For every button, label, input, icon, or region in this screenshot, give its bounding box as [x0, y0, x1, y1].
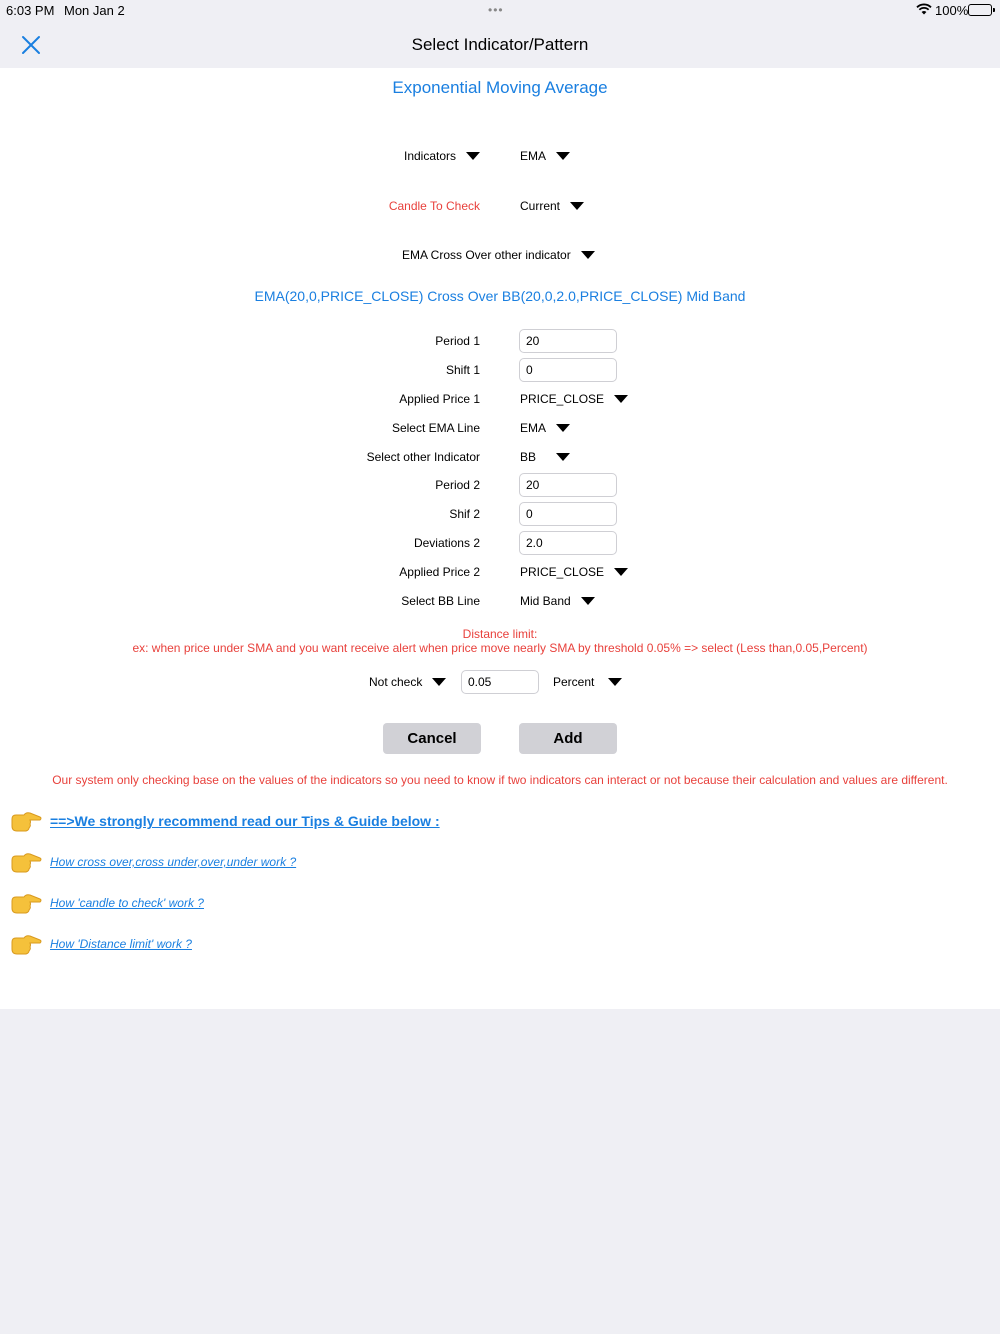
cross-mode-dropdown[interactable] [402, 248, 595, 262]
multitask-dots[interactable]: ••• [488, 3, 504, 17]
indicator-heading: Exponential Moving Average [392, 78, 608, 97]
pointing-hand-icon [10, 850, 42, 874]
chevron-down-icon [556, 152, 570, 160]
tips-guide-link[interactable]: ==>We strongly recommend read our Tips & Guide below : [50, 813, 440, 829]
indicators-dropdown[interactable] [404, 149, 480, 163]
chevron-down-icon [608, 678, 622, 686]
chevron-down-icon [556, 453, 570, 461]
tip-row-cross[interactable] [10, 850, 296, 874]
page-title: Select Indicator/Pattern [411, 35, 589, 54]
status-time: 6:03 PM [6, 3, 55, 18]
status-bar [0, 0, 1000, 22]
indicator-type-value: EMA [520, 149, 547, 163]
status-date: Mon Jan 2 [64, 3, 125, 18]
applied-price2-value: PRICE_CLOSE [520, 565, 605, 579]
tip-link-distance[interactable]: How 'Distance limit' work ? [50, 937, 192, 951]
distance-limit-example: ex: when price under SMA and you want receive alert when price move nearly SMA by threshold 0.05% => select (Less than,0.05,Percent) [132, 641, 868, 655]
distance-mode-value: Not check [369, 675, 423, 689]
battery-percent: 100% [935, 3, 969, 18]
ema-line-label: Select EMA Line [391, 421, 480, 435]
ema-line-dropdown[interactable] [520, 421, 570, 435]
ema-line-value: EMA [520, 421, 547, 435]
other-indicator-label: Select other Indicator [366, 450, 480, 464]
period1-label: Period 1 [435, 334, 480, 348]
applied-price2-dropdown[interactable] [520, 565, 628, 579]
chevron-down-icon [570, 202, 584, 210]
chevron-down-icon [432, 678, 446, 686]
deviations2-label: Deviations 2 [413, 536, 480, 550]
tips-main-row[interactable] [10, 809, 440, 833]
cross-mode-value: EMA Cross Over other indicator [402, 248, 571, 262]
disclaimer-text: Our system only checking base on the values of the indicators so you need to know if two indicators can interact or not because their calculation and values are different. [52, 773, 948, 787]
distance-mode-dropdown[interactable] [369, 675, 446, 689]
tip-link-cross[interactable]: How cross over,cross under,over,under work ? [50, 855, 297, 869]
other-indicator-value: BB [520, 450, 537, 464]
applied-price2-label: Applied Price 2 [399, 565, 480, 579]
indicators-label: Indicators [404, 149, 457, 163]
distance-threshold-input[interactable] [461, 670, 539, 694]
chevron-down-icon [466, 152, 480, 160]
applied-price1-value: PRICE_CLOSE [520, 392, 605, 406]
navigation-bar [0, 22, 1000, 68]
condition-summary: EMA(20,0,PRICE_CLOSE) Cross Over BB(20,0,2.0,PRICE_CLOSE) Mid Band [254, 288, 746, 304]
candle-to-check-label: Candle To Check [388, 199, 480, 213]
battery-icon [968, 4, 992, 16]
tip-row-distance[interactable] [10, 932, 192, 956]
candle-to-check-dropdown[interactable] [520, 199, 584, 213]
shift1-label: Shift 1 [445, 363, 480, 377]
shift2-label: Shif 2 [449, 507, 480, 521]
distance-limit-title: Distance limit: [462, 627, 538, 641]
deviations2-input[interactable] [519, 531, 617, 555]
applied-price1-dropdown[interactable] [520, 392, 628, 406]
pointing-hand-icon [10, 809, 42, 833]
chevron-down-icon [556, 424, 570, 432]
indicator-type-dropdown[interactable] [520, 149, 570, 163]
chevron-down-icon [614, 395, 628, 403]
candle-to-check-value: Current [520, 199, 561, 213]
period1-input[interactable] [519, 329, 617, 353]
add-button[interactable]: Add [519, 723, 617, 754]
shift2-input[interactable] [519, 502, 617, 526]
bb-line-value: Mid Band [520, 594, 571, 608]
bb-line-label: Select BB Line [401, 594, 480, 608]
chevron-down-icon [614, 568, 628, 576]
other-indicator-dropdown[interactable] [520, 450, 570, 464]
period2-label: Period 2 [435, 478, 480, 492]
period2-input[interactable] [519, 473, 617, 497]
pointing-hand-icon [10, 932, 42, 956]
bb-line-dropdown[interactable] [520, 594, 595, 608]
content-panel [0, 68, 1000, 1009]
tip-row-candle[interactable] [10, 891, 204, 915]
distance-unit-value: Percent [553, 675, 595, 689]
shift1-input[interactable] [519, 358, 617, 382]
distance-unit-dropdown[interactable] [553, 675, 622, 689]
chevron-down-icon [581, 251, 595, 259]
chevron-down-icon [581, 597, 595, 605]
wifi-icon [916, 3, 932, 15]
applied-price1-label: Applied Price 1 [399, 392, 480, 406]
pointing-hand-icon [10, 891, 42, 915]
cancel-button[interactable]: Cancel [383, 723, 481, 754]
tip-link-candle[interactable]: How 'candle to check' work ? [50, 896, 204, 910]
